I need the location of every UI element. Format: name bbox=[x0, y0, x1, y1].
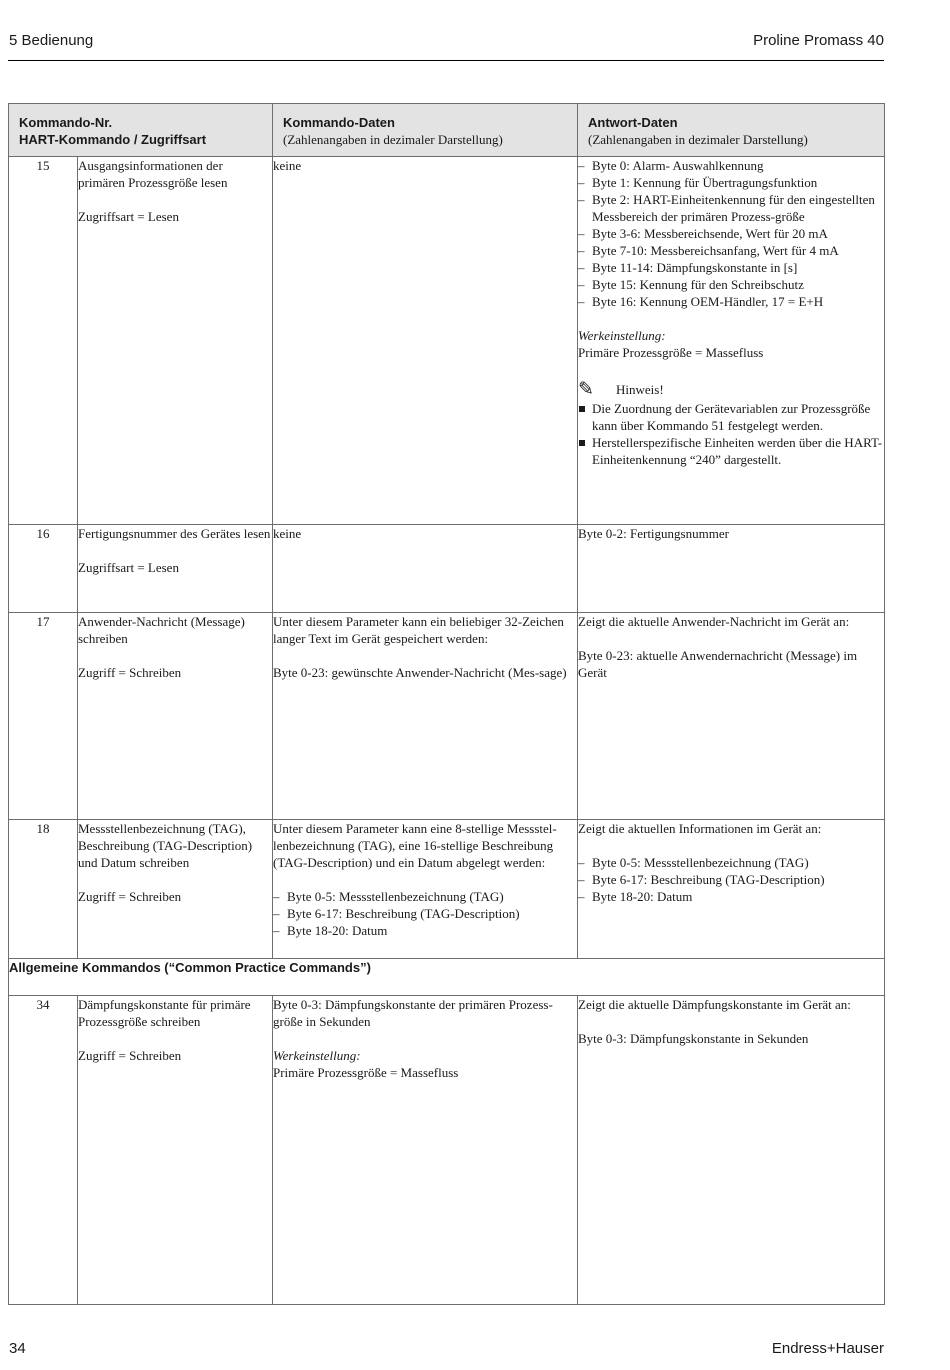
list-item: – Byte 0: Alarm- Auswahlkennung bbox=[578, 157, 884, 174]
command-data: Byte 0-3: Dämpfungskonstante der primären Prozess-größe in Sekunden Werkeinstellung: Primäre Prozessgröße = Massefluss bbox=[273, 996, 578, 1305]
header-response-data: Antwort-Daten (Zahlenangaben in dezimaler Darstellung) bbox=[578, 104, 885, 157]
command-number: 16 bbox=[9, 525, 78, 613]
response-byte-list bbox=[578, 854, 884, 905]
list-item: – Byte 0-5: Messstellenbezeichnung (TAG) bbox=[273, 888, 577, 905]
list-item: – Byte 3-6: Messbereichsende, Wert für 20 mA bbox=[578, 225, 884, 242]
table-header-row bbox=[9, 104, 885, 157]
table-row bbox=[9, 613, 885, 820]
product-name: Proline Promass 40 bbox=[753, 32, 884, 49]
command-data: Unter diesem Parameter kann ein beliebiger 32-Zeichen langer Text im Gerät gespeichert werden: Byte 0-23: gewünschte Anwender-Nachricht (Mes-sage) bbox=[273, 613, 578, 820]
command-number: 17 bbox=[9, 613, 78, 820]
access-type: Zugriff = Schreiben bbox=[78, 665, 182, 680]
list-item: – Byte 0-5: Messstellenbezeichnung (TAG) bbox=[578, 854, 884, 871]
access-type: Zugriffsart = Lesen bbox=[78, 560, 179, 575]
default-setting-label: Werkeinstellung: bbox=[273, 1048, 361, 1063]
header-command-number: Kommando-Nr. HART-Kommando / Zugriffsart bbox=[9, 104, 273, 157]
section-row bbox=[9, 959, 885, 996]
pencil-note-icon: ✎ bbox=[578, 378, 594, 400]
default-setting-value: Primäre Prozessgröße = Massefluss bbox=[578, 345, 764, 360]
command-description: Fertigungsnummer des Gerätes lesen Zugriffsart = Lesen bbox=[78, 525, 273, 613]
brand-name: Endress+Hauser bbox=[771, 1340, 884, 1357]
list-item: – Byte 6-17: Beschreibung (TAG-Description) bbox=[578, 871, 884, 888]
list-item: – Byte 18-20: Datum bbox=[578, 888, 884, 905]
command-description: Anwender-Nachricht (Message) schreiben Zugriff = Schreiben bbox=[78, 613, 273, 820]
response-byte-list bbox=[578, 157, 884, 310]
table-row bbox=[9, 996, 885, 1305]
list-item: – Byte 16: Kennung OEM-Händler, 17 = E+H bbox=[578, 293, 884, 310]
list-item: Herstellerspezifische Einheiten werden über die HART-Einheitenkennung “240” dargestellt. bbox=[578, 434, 884, 468]
table-row bbox=[9, 157, 885, 525]
list-item: – Byte 11-14: Dämpfungskonstante in [s] bbox=[578, 259, 884, 276]
page-number: 34 bbox=[9, 1340, 26, 1357]
command-number: 15 bbox=[9, 157, 78, 525]
command-description: Messstellenbezeichnung (TAG), Beschreibung (TAG-Description) und Datum schreiben Zugriff = Schreiben bbox=[78, 820, 273, 959]
list-item: – Byte 1: Kennung für Übertragungsfunktion bbox=[578, 174, 884, 191]
default-setting-label: Werkeinstellung: bbox=[578, 328, 666, 343]
chapter-heading: 5 Bedienung bbox=[9, 32, 94, 49]
access-type: Zugriff = Schreiben bbox=[78, 1048, 182, 1063]
response-data bbox=[578, 157, 885, 525]
command-data: keine bbox=[273, 157, 578, 525]
header-command-data: Kommando-Daten (Zahlenangaben in dezimaler Darstellung) bbox=[273, 104, 578, 157]
command-number: 34 bbox=[9, 996, 78, 1305]
list-item: – Byte 7-10: Messbereichsanfang, Wert für 4 mA bbox=[578, 242, 884, 259]
command-data: Unter diesem Parameter kann eine 8-stellige Messstel-lenbezeichnung (TAG), eine 16-stellige Beschreibung (TAG-Description) und ein Datum abgelegt werden: – Byte 0-5: Messstellenbezeichnung (TAG) – Byte 6-17: Beschreibung (TAG-Description) – Byte 18-20: Datum bbox=[273, 820, 578, 959]
list-item: – Byte 15: Kennung für den Schreibschutz bbox=[578, 276, 884, 293]
access-type: Zugriffsart = Lesen bbox=[78, 209, 179, 224]
note-label: Hinweis! bbox=[616, 381, 664, 397]
note-heading bbox=[578, 378, 884, 400]
note-list bbox=[578, 400, 884, 468]
header-rule bbox=[8, 60, 884, 61]
list-item: – Byte 2: HART-Einheitenkennung für den eingestellten Messbereich der primären Prozess-größe bbox=[578, 191, 884, 225]
list-item: – Byte 18-20: Datum bbox=[273, 922, 577, 939]
list-item: – Byte 6-17: Beschreibung (TAG-Description) bbox=[273, 905, 577, 922]
hart-command-table bbox=[8, 103, 885, 1305]
command-byte-list bbox=[273, 888, 577, 939]
response-data: Byte 0-2: Fertigungsnummer bbox=[578, 525, 885, 613]
table-row bbox=[9, 820, 885, 959]
response-data: Zeigt die aktuelle Anwender-Nachricht im Gerät an: Byte 0-23: aktuelle Anwendernachricht (Message) im Gerät bbox=[578, 613, 885, 820]
table-row bbox=[9, 525, 885, 613]
command-description: Ausgangsinformationen der primären Prozessgröße lesen Zugriffsart = Lesen bbox=[78, 157, 273, 525]
response-data: Zeigt die aktuelle Dämpfungskonstante im Gerät an: Byte 0-3: Dämpfungskonstante in Sekunden bbox=[578, 996, 885, 1305]
list-item: Die Zuordnung der Gerätevariablen zur Prozessgröße kann über Kommando 51 festgelegt werden. bbox=[578, 400, 884, 434]
command-number: 18 bbox=[9, 820, 78, 959]
response-data: Zeigt die aktuellen Informationen im Gerät an: – Byte 0-5: Messstellenbezeichnung (TAG) – Byte 6-17: Beschreibung (TAG-Description) – Byte 18-20: Datum bbox=[578, 820, 885, 959]
command-description: Dämpfungskonstante für primäre Prozessgröße schreiben Zugriff = Schreiben bbox=[78, 996, 273, 1305]
section-title: Allgemeine Kommandos (“Common Practice Commands”) bbox=[9, 959, 885, 996]
command-data: keine bbox=[273, 525, 578, 613]
default-setting-value: Primäre Prozessgröße = Massefluss bbox=[273, 1065, 459, 1080]
access-type: Zugriff = Schreiben bbox=[78, 889, 182, 904]
